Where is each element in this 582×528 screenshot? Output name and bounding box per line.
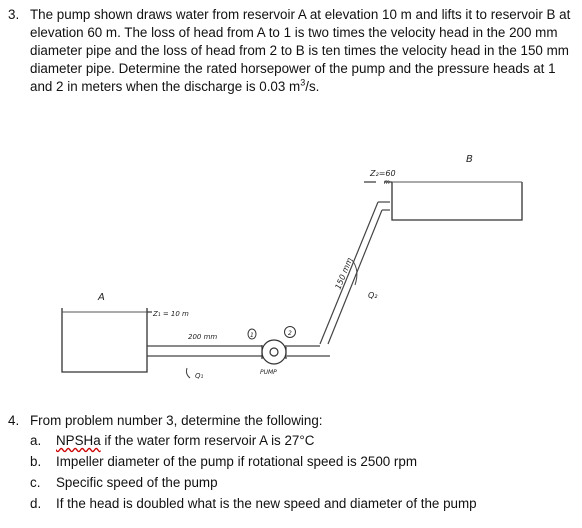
question-list [30,432,578,513]
problem-intro: From problem number 3, determine the following: [30,413,323,428]
label-q1: Q₁ [195,372,204,380]
label-reservoir-a: A [98,292,105,303]
question-item: d. If the head is doubled what is the new speed and diameter of the pump [30,496,477,511]
label-pipe-200: 200 mm [188,333,218,341]
question-item: a. NPSHa if the water form reservoir A is 27°C [30,433,315,448]
point-1-marker [248,329,256,339]
label-reservoir-b: B [466,154,473,165]
svg-text:2: 2 [288,330,292,337]
problem-number: 4. [8,413,20,428]
label-z2: Z₂=60 [370,169,396,178]
pump-icon [262,340,286,364]
problem-number: 3. [8,7,20,22]
question-item: b. Impeller diameter of the pump if rotational speed is 2500 rpm [30,454,417,469]
problem-statement: The pump shown draws water from reservoir A at elevation 10 m and lifts it to reservoir B at elevation 60 m. The loss of head from A to 1 is two times the velocity head in the 200 mm diameter pipe and the loss of head from 2 to B is ten times the velocity head in the 150 mm diameter pipe. Determine the rated horsepower of the pump and the pressure heads at 1 and 2 in meters when the discharge is 0.03 $m^3/s$. [30,7,571,94]
svg-text:1: 1 [250,332,254,339]
pump-system-diagram [52,140,552,400]
label-z2-unit: m [384,179,390,186]
problem-4 [8,412,578,516]
question-item: c. Specific speed of the pump [30,475,218,490]
reservoir-a [62,308,152,372]
problem-3 [8,6,578,96]
label-q2: Q₂ [368,291,378,300]
label-pump: PUMP [260,369,277,376]
point-2-marker [285,327,296,338]
suction-pipe-200mm [147,346,262,356]
label-pipe-150: 150 mm [333,256,355,291]
label-z1: Z₁ = 10 m [153,310,189,318]
reservoir-b [364,182,522,220]
spellcheck-marked-word: NPSHa [56,433,101,448]
